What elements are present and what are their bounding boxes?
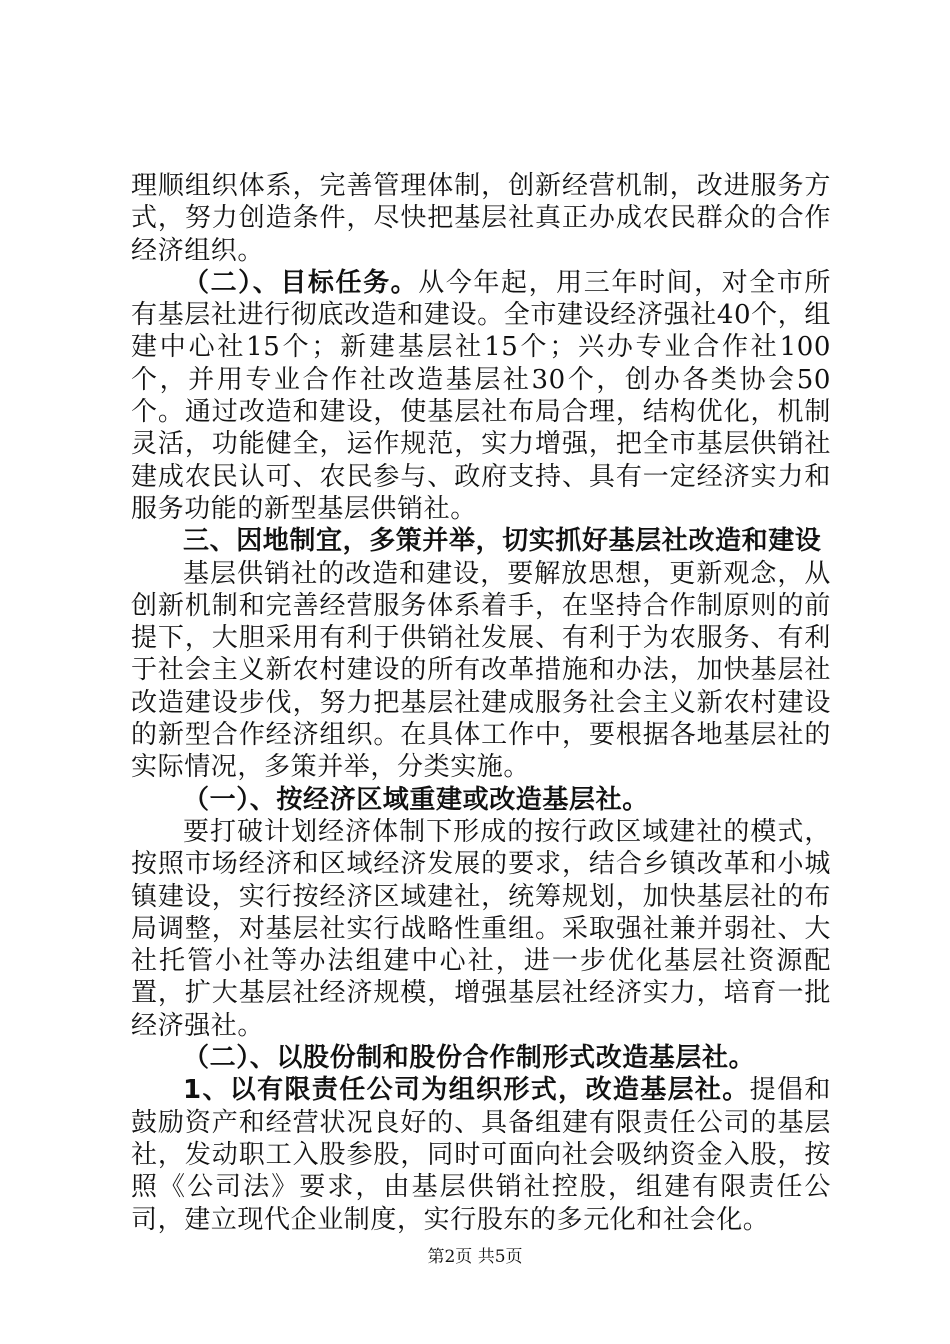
paragraph-limited-company — [131, 1074, 831, 1235]
subsection-heading-2: （二）、以股份制和股份合作制形式改造基层社。 — [183, 1043, 756, 1074]
document-body — [131, 170, 831, 1236]
subsection-heading-1: （一）、按经济区域重建或改造基层社。 — [183, 784, 649, 815]
paragraph-text: 从今年起，用三年时间，对全市所有基层社进行彻底改造和建设。全市建设经济强社40个，组建中心社15个；新建基层社15个；兴办专业合作社100个，并用专业合作社改造基层社30个，创办各类协会50个。通过改造和建设，使基层社布局合理，结构优化，机制灵活，功能健全，运作规范，实力增强，把全市基层供销社建成农民认可、农民参与、政府支持、具有一定经济实力和服务功能的新型基层供销社。 — [131, 267, 831, 524]
paragraph-target-tasks — [131, 267, 831, 525]
paragraph-economic-region — [131, 816, 831, 1042]
paragraph-lead: （二）、目标任务。 — [183, 267, 419, 298]
section-heading-3: 三、因地制宜，多策并举，切实抓好基层社改造和建设 — [183, 526, 822, 557]
paragraph-text: 要打破计划经济体制下形成的按行政区域建社的模式，按照市场经济和区域经济发展的要求，结合乡镇改革和小城镇建设，实行按经济区域建社，统筹规划，加快基层社的布局调整，对基层社实行战略性重组。采取强社兼并弱社、大社托管小社等办法组建中心社，进一步优化基层社资源配置，扩大基层社经济规模，增强基层社经济实力，培育一批经济强社。 — [131, 816, 831, 1041]
paragraph-section-3-intro — [131, 558, 831, 784]
paragraph-text: 理顺组织体系，完善管理体制，创新经营机制，改进服务方式，努力创造条件，尽快把基层社真正办成农民群众的合作经济组织。 — [131, 171, 831, 266]
paragraph-text: 提倡和鼓励资产和经营状况良好的、具备组建有限责任公司的基层社，发动职工入股参股，同时可面向社会吸纳资金入股，按照《公司法》要求，由基层供销社控股，组建有限责任公司，建立现代企业制度，实行股东的多元化和社会化。 — [131, 1075, 831, 1235]
paragraph-continuation — [131, 170, 831, 267]
paragraph-lead: 1、以有限责任公司为组织形式，改造基层社。 — [183, 1075, 750, 1106]
paragraph-text: 基层供销社的改造和建设，要解放思想，更新观念，从创新机制和完善经营服务体系着手，在坚持合作制原则的前提下，大胆采用有利于供销社发展、有利于为农服务、有利于社会主义新农村建设的所有改革措施和办法，加快基层社改造建设步伐，努力把基层社建成服务社会主义新农村建设的新型合作经济组织。在具体工作中，要根据各地基层社的实际情况，多策并举，分类实施。 — [131, 558, 831, 783]
page-number-footer: 第2页 共5页 — [427, 1247, 523, 1267]
